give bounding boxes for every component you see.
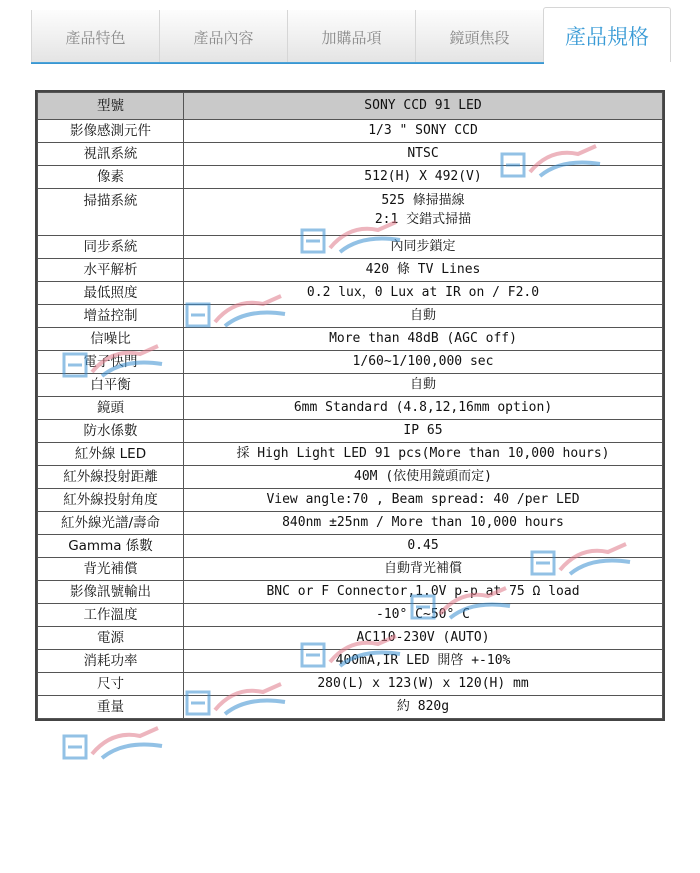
spec-table (35, 90, 665, 721)
spec-label: 視訊系統 (38, 143, 184, 166)
spec-value: 採 High Light LED 91 pcs(More than 10,000 hours) (184, 443, 663, 466)
table-row (38, 604, 663, 627)
spec-label: 增益控制 (38, 305, 184, 328)
spec-value: 40M (依使用鏡頭而定) (184, 466, 663, 489)
tab-label: 產品內容 (193, 28, 254, 47)
table-row (38, 305, 663, 328)
spec-label: 重量 (38, 696, 184, 719)
spec-label: 消耗功率 (38, 650, 184, 673)
tab-product-contents[interactable] (159, 10, 287, 62)
spec-value: View angle:70 , Beam spread: 40 /per LED (184, 489, 663, 512)
tab-label: 加購品項 (321, 28, 382, 47)
spec-label: 工作溫度 (38, 604, 184, 627)
table-row (38, 489, 663, 512)
spec-value: 840nm ±25nm / More than 10,000 hours (184, 512, 663, 535)
spec-label: 同步系統 (38, 236, 184, 259)
spec-label: 電子快門 (38, 351, 184, 374)
spec-label: 背光補償 (38, 558, 184, 581)
table-row (38, 351, 663, 374)
spec-value: 1/60~1/100,000 sec (184, 351, 663, 374)
spec-value: 0.45 (184, 535, 663, 558)
spec-label: 掃描系統 (38, 189, 184, 236)
tab-label: 產品特色 (65, 28, 126, 47)
spec-value: 512(H) X 492(V) (184, 166, 663, 189)
spec-value: NTSC (184, 143, 663, 166)
spec-value-line: 525 條掃描線 (381, 193, 465, 208)
spec-value: IP 65 (184, 420, 663, 443)
spec-label: 紅外線 LED (38, 443, 184, 466)
spec-value: 6mm Standard (4.8,12,16mm option) (184, 397, 663, 420)
table-row (38, 374, 663, 397)
header-label: 型號 (38, 93, 184, 120)
table-row (38, 512, 663, 535)
product-tab-bar (31, 7, 669, 63)
spec-value: 自動背光補償 (184, 558, 663, 581)
spec-label: 影像訊號輸出 (38, 581, 184, 604)
spec-value: 420 條 TV Lines (184, 259, 663, 282)
table-row (38, 466, 663, 489)
tab-label: 產品規格 (565, 25, 649, 49)
tab-lens-focal[interactable] (415, 10, 543, 62)
spec-value: 400mA,IR LED 開啓 +-10% (184, 650, 663, 673)
spec-value: 1/3 " SONY CCD (184, 120, 663, 143)
table-row (38, 282, 663, 305)
spec-label: 紅外線投射距離 (38, 466, 184, 489)
spec-label: 水平解析 (38, 259, 184, 282)
table-row (38, 259, 663, 282)
table-row (38, 650, 663, 673)
table-row (38, 328, 663, 351)
table-row (38, 236, 663, 259)
spec-value: 內同步鎖定 (184, 236, 663, 259)
table-row (38, 673, 663, 696)
spec-value: -10° C~50° C (184, 604, 663, 627)
table-row (38, 581, 663, 604)
spec-value: 自動 (184, 374, 663, 397)
spec-label: 像素 (38, 166, 184, 189)
spec-value: 約 820g (184, 696, 663, 719)
spec-value: 280(L) x 123(W) x 120(H) mm (184, 673, 663, 696)
table-row (38, 120, 663, 143)
table-row (38, 696, 663, 719)
spec-label: 白平衡 (38, 374, 184, 397)
spec-label: 尺寸 (38, 673, 184, 696)
table-header-row (38, 93, 663, 120)
table-row (38, 627, 663, 650)
spec-value: BNC or F Connector,1.0V p-p at 75 Ω load (184, 581, 663, 604)
table-row (38, 189, 663, 236)
table-row (38, 443, 663, 466)
spec-label: 紅外線投射角度 (38, 489, 184, 512)
spec-label: 鏡頭 (38, 397, 184, 420)
spec-value: More than 48dB (AGC off) (184, 328, 663, 351)
spec-value: 自動 (184, 305, 663, 328)
spec-value (184, 189, 663, 236)
spec-value: AC110-230V (AUTO) (184, 627, 663, 650)
spec-label: 紅外線光譜/壽命 (38, 512, 184, 535)
spec-label: 影像感測元件 (38, 120, 184, 143)
spec-value-line: 2:1 交錯式掃描 (374, 212, 472, 227)
table-row (38, 143, 663, 166)
spec-label: 電源 (38, 627, 184, 650)
brand-logo-watermark-icon (62, 724, 172, 764)
table-row (38, 420, 663, 443)
tab-product-specs[interactable] (543, 7, 671, 62)
table-row (38, 397, 663, 420)
spec-label: Gamma 係數 (38, 535, 184, 558)
header-value: SONY CCD 91 LED (184, 93, 663, 120)
table-row (38, 558, 663, 581)
tab-label: 鏡頭焦段 (449, 28, 510, 47)
spec-label: 防水係數 (38, 420, 184, 443)
tab-product-features[interactable] (31, 10, 159, 62)
spec-value: 0.2 lux，0 Lux at IR on / F2.0 (184, 282, 663, 305)
spec-label: 最低照度 (38, 282, 184, 305)
spec-label: 信噪比 (38, 328, 184, 351)
table-row (38, 535, 663, 558)
tab-add-on-items[interactable] (287, 10, 415, 62)
table-row (38, 166, 663, 189)
